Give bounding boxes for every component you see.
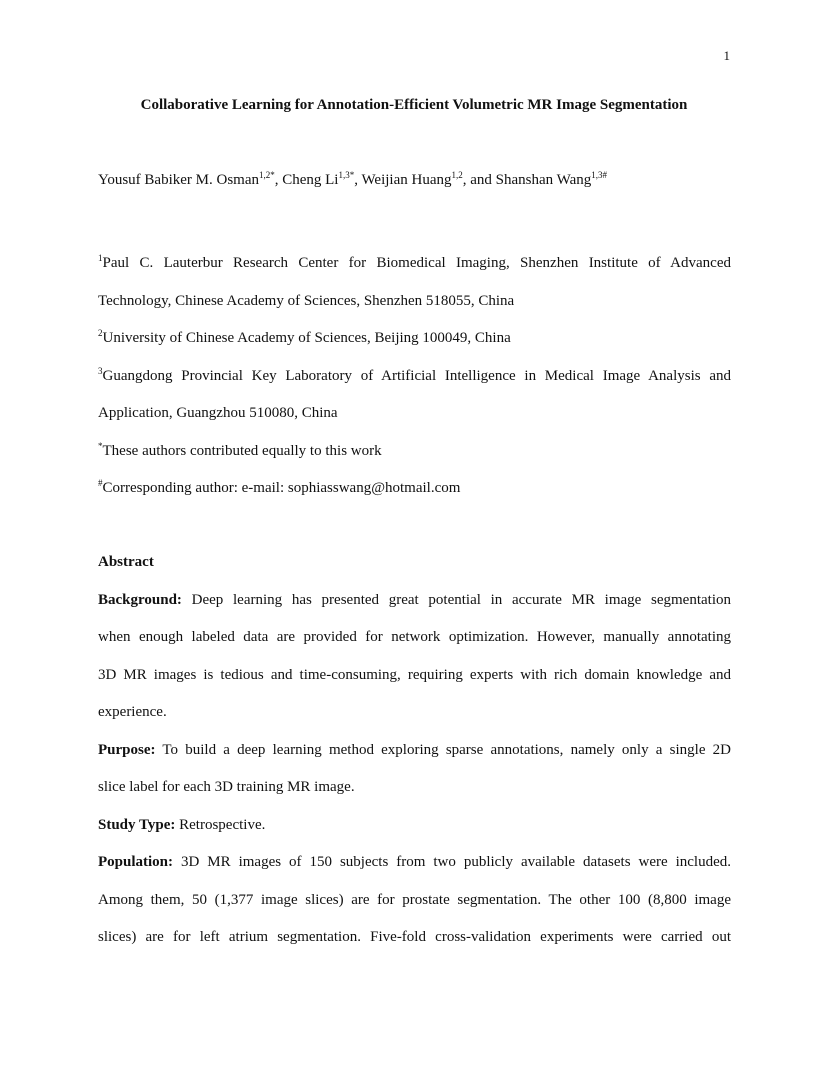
author-list <box>98 172 607 189</box>
section-label: Population: <box>98 854 174 870</box>
affiliation-3-line-2: Application, Guangzhou 510080, China <box>98 405 338 421</box>
author-separator: , <box>274 172 283 188</box>
author-name: Yousuf Babiker M. Osman <box>98 172 259 188</box>
population-line-2: Among them, 50 (1,377 image slices) are for prostate segmentation. The other 100 (8,800 image <box>98 891 731 908</box>
purpose-line-1: Purpose: To build a deep learning method exploring sparse annotations, namely only a single 2D <box>98 741 731 758</box>
paper-title: Collaborative Learning for Annotation-Efficient Volumetric MR Image Segmentation <box>140 97 688 113</box>
affiliation-mark: 1 <box>98 253 103 263</box>
note-mark: * <box>98 440 103 451</box>
author-affiliation-mark: 1,3* <box>338 170 355 180</box>
author-name: Cheng Li <box>282 172 339 188</box>
affiliation-mark: 2 <box>98 328 103 338</box>
affiliation-1-line-2: Technology, Chinese Academy of Sciences, Shenzhen 518055, China <box>98 292 515 309</box>
purpose-line-2: slice label for each 3D training MR image. <box>98 779 355 795</box>
abstract <box>98 544 731 957</box>
affiliations <box>98 245 731 508</box>
background-line-4: experience. <box>98 704 167 720</box>
section-label: Background: <box>98 591 182 608</box>
author-separator: , and <box>462 172 496 188</box>
author-affiliation-mark: 1,2 <box>451 170 463 180</box>
author-name: Shanshan Wang <box>495 172 592 188</box>
affiliation-1-line-1: $^1$Paul C. Lauterbur Research Center for Biomedical Imaging, Shenzhen Institute of Advanced <box>98 253 731 271</box>
affiliation-mark: 3 <box>98 365 103 376</box>
background-line-2: when enough labeled data are provided for network optimization. However, manually annotating <box>98 629 731 645</box>
page-number: 1 <box>723 48 730 63</box>
author-separator: , <box>354 172 362 188</box>
author-name: Weijian Huang <box>361 172 452 188</box>
population-line-3: slices) are for left atrium segmentation. Five-fold cross-validation experiments were carried out <box>98 929 731 945</box>
corresponding-author-note: #Corresponding author: e-mail: sophiasswang@hotmail.com <box>98 478 461 496</box>
author-affiliation-mark: 1,3# <box>591 170 607 180</box>
section-label: Study Type: <box>98 816 176 833</box>
study-type: Study Type: Retrospective. <box>98 816 266 833</box>
affiliation-3-line-1: $^3$Guangdong Provincial Key Laboratory of Artificial Intelligence in Medical Image Analysis and <box>98 365 731 384</box>
equal-contribution-note: *These authors contributed equally to this work <box>98 440 382 459</box>
abstract-heading: Abstract <box>98 554 154 570</box>
background-line-1: Background: Deep learning has presented great potential in accurate MR image segmentation <box>98 591 732 608</box>
population-line-1: Population: 3D MR images of 150 subjects from two publicly available datasets were included. <box>98 854 731 870</box>
affiliation-2: $^2$University of Chinese Academy of Sciences, Beijing 100049, China <box>98 328 511 346</box>
author-affiliation-mark: 1,2* <box>258 170 275 180</box>
note-mark: # <box>98 478 103 488</box>
background-line-3: 3D MR images is tedious and time-consuming, requiring experts with rich domain knowledge and <box>98 666 731 683</box>
section-label: Purpose: <box>98 741 156 758</box>
